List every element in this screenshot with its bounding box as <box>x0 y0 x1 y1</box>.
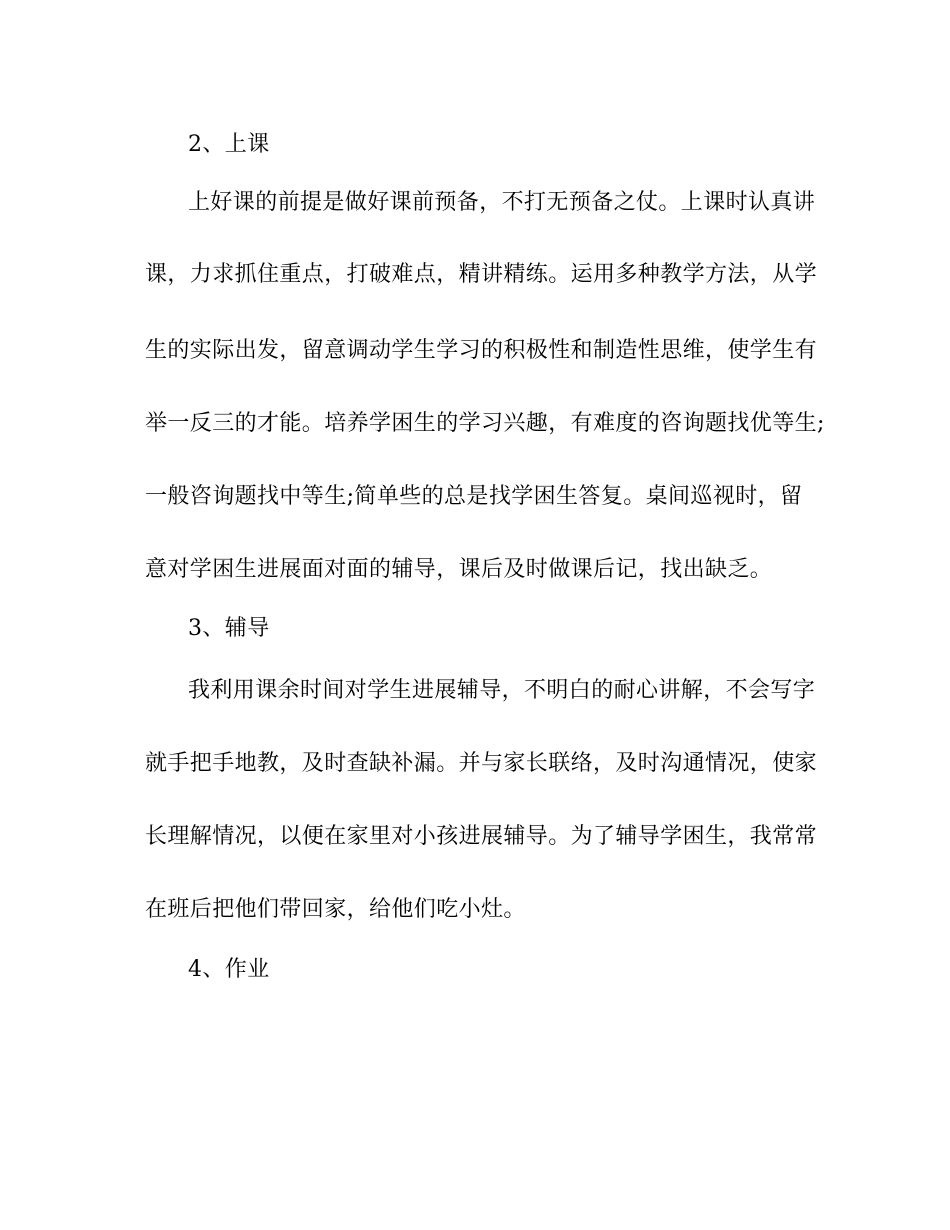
paragraph-line: 生的实际出发，留意调动学生学习的积极性和制造性思维，使学生有 <box>145 338 818 363</box>
paragraph-line: 一般咨询题找中等生;简单些的总是找学困生答复。桌间巡视时，留 <box>145 484 803 509</box>
paragraph-line: 在班后把他们带回家，给他们吃小灶。 <box>145 897 526 922</box>
section-heading-homework: 4、作业 <box>188 957 270 982</box>
paragraph-line: 课，力求抓住重点，打破难点，精讲精练。运用多种教学方法，从学 <box>145 262 818 287</box>
paragraph-line: 上好课的前提是做好课前预备，不打无预备之仗。上课时认真讲 <box>188 190 816 215</box>
paragraph-line: 就手把手地教，及时查缺补漏。并与家长联络，及时沟通情况，使家 <box>145 751 818 776</box>
section-heading-lesson: 2、上课 <box>188 132 270 157</box>
paragraph-line: 意对学困生进展面对面的辅导，课后及时做课后记，找出缺乏。 <box>145 557 773 582</box>
section-heading-tutoring: 3、辅导 <box>188 616 270 641</box>
paragraph-line: 举一反三的才能。培养学困生的学习兴趣，有难度的咨询题找优等生; <box>145 411 825 436</box>
paragraph-line: 长理解情况，以便在家里对小孩进展辅导。为了辅导学困生，我常常 <box>145 824 818 849</box>
paragraph-line: 我利用课余时间对学生进展辅导，不明白的耐心讲解，不会写字 <box>188 678 816 703</box>
